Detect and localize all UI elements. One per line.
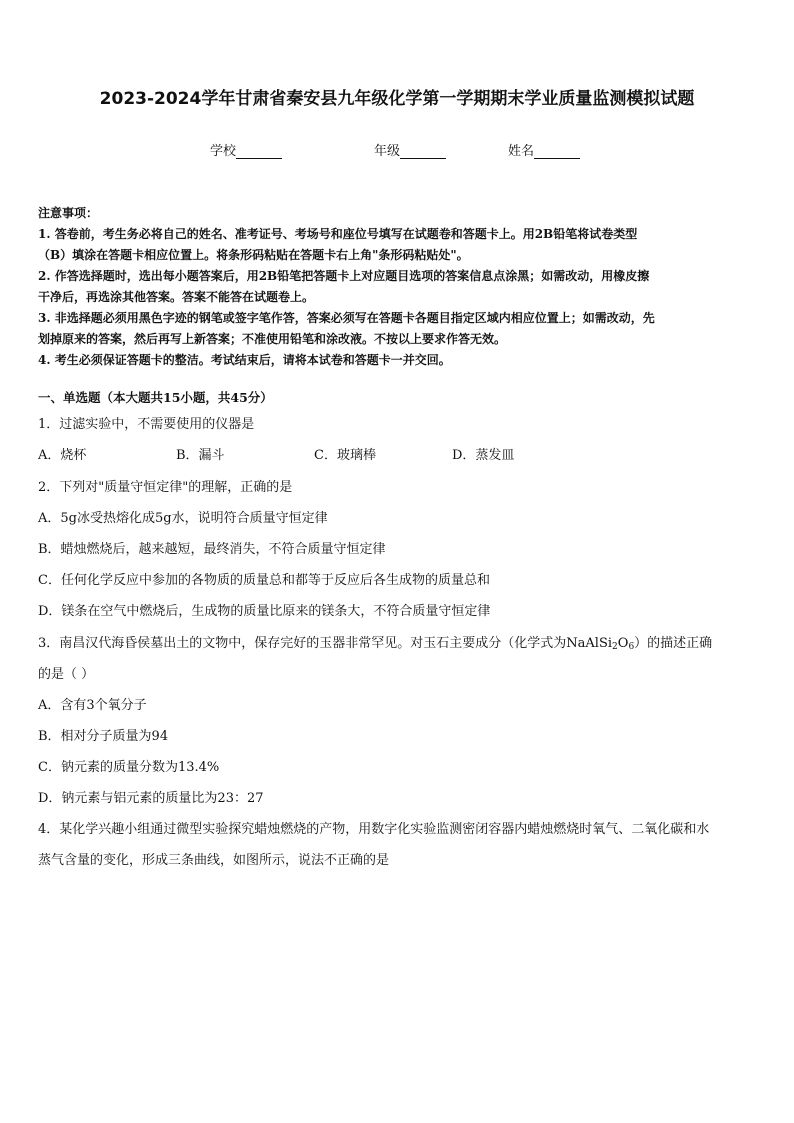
q1-option-c[interactable]: C．玻璃棒 bbox=[314, 448, 376, 463]
q4-stem-line2: 蒸气含量的变化，形成三条曲线，如图所示，说法不正确的是 bbox=[38, 853, 390, 868]
student-info-row bbox=[0, 140, 794, 160]
grade-blank bbox=[400, 144, 446, 159]
q2-stem: 2．下列对"质量守恒定律"的理解，正确的是 bbox=[38, 480, 293, 495]
q1-option-d[interactable]: D．蒸发皿 bbox=[452, 448, 515, 463]
notes-line: 4. 考生必须保证答题卡的整洁。考试结束后，请将本试卷和答题卡一并交回。 bbox=[38, 353, 451, 367]
q3-option-b[interactable]: B．相对分子质量为94 bbox=[38, 729, 169, 744]
notes-heading: 注意事项： bbox=[38, 206, 99, 220]
q1-option-b[interactable]: B．漏斗 bbox=[176, 448, 225, 463]
q1-stem: 1．过滤实验中，不需要使用的仪器是 bbox=[38, 417, 255, 432]
q3-stem-line2: 的是（ ） bbox=[38, 667, 95, 682]
q1-options bbox=[38, 446, 758, 466]
grade-field[interactable] bbox=[374, 140, 446, 159]
q3-option-c[interactable]: C．钠元素的质量分数为13.4% bbox=[38, 760, 220, 775]
notes-line: （B）填涂在答题卡相应位置上。将条形码粘贴在答题卡右上角"条形码粘贴处"。 bbox=[38, 248, 469, 262]
notes-line: 2. 作答选择题时，选出每小题答案后，用2B铅笔把答题卡上对应题目选项的答案信息点涂黑；如需改动，用橡皮擦 bbox=[38, 269, 650, 283]
school-blank bbox=[236, 144, 282, 159]
q3-option-d[interactable]: D．钠元素与铝元素的质量比为23：27 bbox=[38, 791, 264, 806]
q3-option-a[interactable]: A．含有3个氧分子 bbox=[38, 698, 147, 713]
exam-title: 2023-2024学年甘肃省秦安县九年级化学第一学期期末学业质量监测模拟试题 bbox=[99, 89, 695, 109]
q2-option-c[interactable]: C．任何化学反应中参加的各物质的质量总和都等于反应后各生成物的质量总和 bbox=[38, 573, 490, 588]
notes-block bbox=[38, 203, 758, 371]
q3-stem-line1 bbox=[38, 634, 758, 654]
section-heading: 一、单选题（本大题共15小题，共45分） bbox=[38, 390, 273, 405]
q3-stem-tail: ）的描述正确 bbox=[634, 636, 713, 651]
notes-line: 1. 答卷前，考生务必将自己的姓名、准考证号、考场号和座位号填写在试题卷和答题卡上。用2B铅笔将试卷类型 bbox=[38, 227, 638, 241]
name-blank bbox=[534, 144, 580, 159]
notes-line: 划掉原来的答案，然后再写上新答案；不准使用铅笔和涂改液。不按以上要求作答无效。 bbox=[38, 332, 507, 346]
notes-line: 干净后，再选涂其他答案。答案不能答在试题卷上。 bbox=[38, 290, 315, 304]
name-field[interactable] bbox=[508, 140, 580, 159]
grade-label: 年级 bbox=[374, 144, 401, 159]
q2-option-a[interactable]: A．5g冰受热熔化成5g水，说明符合质量守恒定律 bbox=[38, 511, 328, 526]
q2-option-d[interactable]: D．镁条在空气中燃烧后，生成物的质量比原来的镁条大，不符合质量守恒定律 bbox=[38, 604, 491, 619]
q3-stem-text: 3．南昌汉代海昏侯墓出土的文物中，保存完好的玉器非常罕见。对玉石主要成分（化学式为 bbox=[38, 636, 567, 651]
name-label: 姓名 bbox=[508, 144, 535, 159]
q2-option-b[interactable]: B．蜡烛燃烧后，越来越短，最终消失，不符合质量守恒定律 bbox=[38, 542, 386, 557]
school-field[interactable] bbox=[210, 140, 282, 159]
notes-line: 3. 非选择题必须用黑色字迹的钢笔或签字笔作答，答案必须写在答题卡各题目指定区域内相应位置上；如需改动，先 bbox=[38, 311, 655, 325]
q1-option-a[interactable]: A．烧杯 bbox=[38, 448, 87, 463]
school-label: 学校 bbox=[210, 144, 237, 159]
q3-formula: $NaAlSi_2O_6$ bbox=[566, 636, 635, 652]
q4-stem-line1: 4．某化学兴趣小组通过微型实验探究蜡烛燃烧的产物，用数字化实验监测密闭容器内蜡烛燃烧时氧气、二氧化碳和水 bbox=[38, 822, 710, 837]
